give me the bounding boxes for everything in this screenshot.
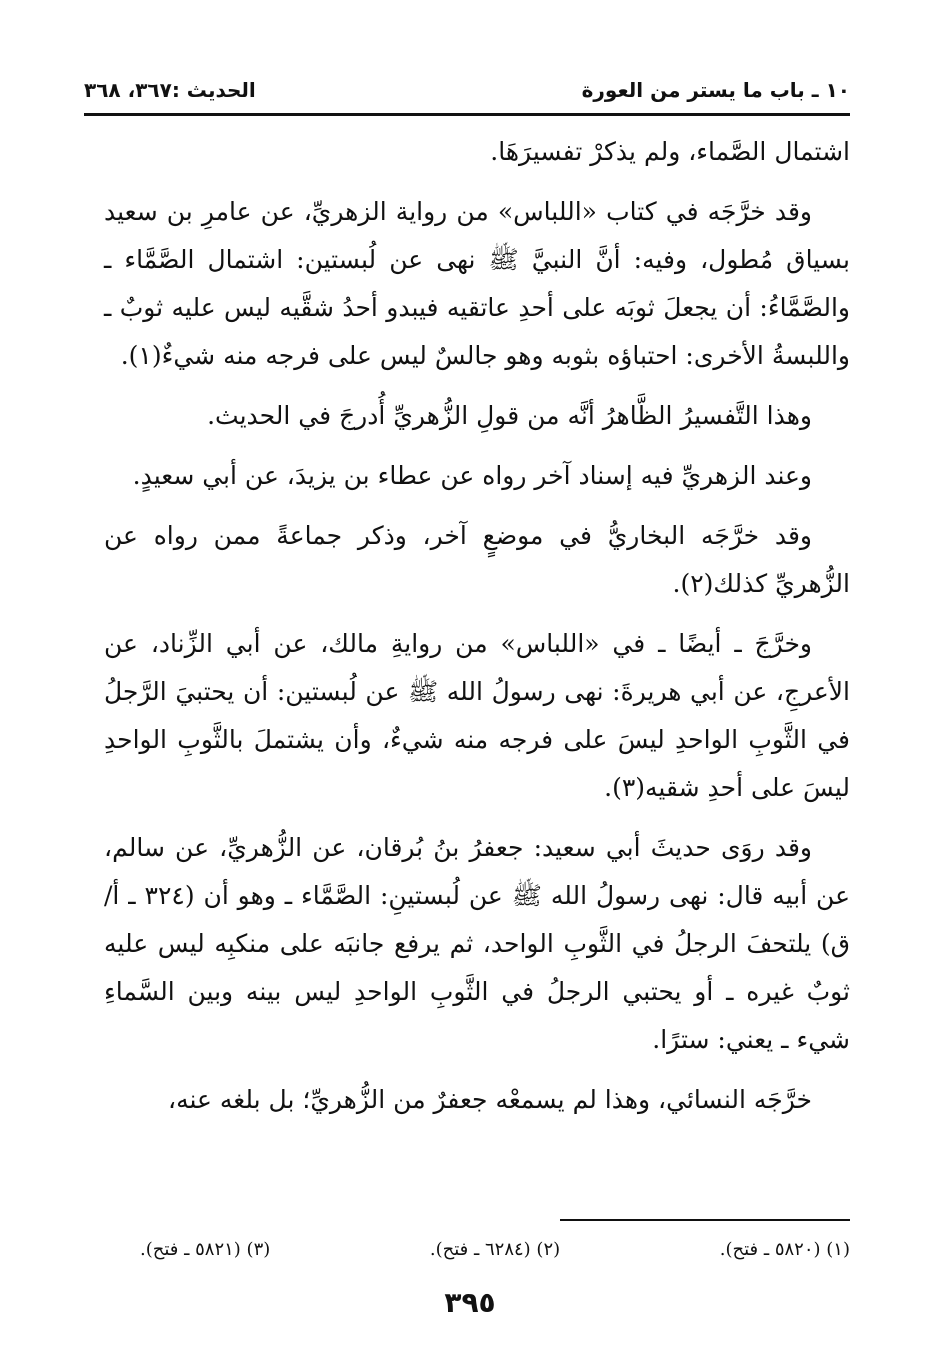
paragraph: خرَّجَه النسائي، وهذا لم يسمعْه جعفرٌ من الزُّهريِّ؛ بل بلغه عنه،	[168, 1085, 812, 1114]
footnote: (٢) (٦٢٨٤ ـ فتح).	[429, 1238, 561, 1260]
paragraph: اشتمال الصَّماء، ولم يذكرْ تفسيرَهَا.	[490, 137, 850, 166]
header-rule	[84, 113, 850, 116]
footnote-rule	[560, 1219, 850, 1221]
paragraph: وقد خرَّجَه البخاريُّ في موضعٍ آخر، وذكر جماعةً ممن رواه عن الزُّهريِّ كذلك(٢).	[104, 521, 850, 598]
paragraph: وعند الزهريِّ فيه إسناد آخر رواه عن عطاء بن يزيدَ، عن أبي سعيدٍ.	[132, 461, 812, 490]
paragraph: وقد روَى حديثَ أبي سعيد: جعفرُ بنُ بُرقان، عن الزُّهريِّ، عن سالم، عن أبيه قال: نهى رسولُ الله ﷺ عن لُبستينِ: الصَّمَّاء ـ وهو أن (٣٢٤ ـ أ/ ق) يلتحفَ الرجلُ في الثَّوبِ الواحد، ثم يرفع جانبَه على منكبِه ليس عليه ثوبٌ غيره ـ أو يحتبي الرجلُ في الثَّوبِ الواحدِ ليس بينه وبين السَّماءِ شيء ـ يعني: سترًا.	[104, 833, 850, 1054]
page-number: ٣٩٥	[444, 1286, 496, 1319]
paragraph: وخرَّجَ ـ أيضًا ـ في «اللباس» من روايةِ مالك، عن أبي الزِّناد، عن الأعرجِ، عن أبي هريرةَ: نهى رسولُ الله ﷺ عن لُبستين: أن يحتبيَ الرَّجلُ في الثَّوبِ الواحدِ ليسَ على فرجه منه شيءٌ، وأن يشتملَ بالثَّوبِ الواحدِ ليسَ على أحدِ شقيه(٣).	[104, 629, 850, 802]
footnotes	[140, 1232, 850, 1266]
paragraph: وهذا التَّفسيرُ الظَّاهرُ أنَّه من قولِ الزُّهريِّ أُدرجَ في الحديث.	[207, 401, 812, 430]
main-text	[104, 128, 850, 1136]
footnote: (١) (٥٨٢٠ ـ فتح).	[719, 1238, 850, 1260]
footnote: (٣) (٥٨٢١ ـ فتح).	[140, 1238, 271, 1260]
running-header	[84, 70, 850, 110]
hadith-range: الحديث :٣٦٧، ٣٦٨	[84, 78, 256, 102]
paragraph: وقد خرَّجَه في كتاب «اللباس» من رواية الزهريِّ، عن عامرِ بن سعيد بسياق مُطول، وفيه: أنَّ النبيَّ ﷺ نهى عن لُبستين: اشتمال الصَّمَّاء ـ والصَّمَّاءُ: أن يجعلَ ثوبَه على أحدِ عاتقيه فيبدو أحدُ شقَّيه ليس عليه ثوبٌ ـ واللبسةُ الأخرى: احتباؤه بثوبه وهو جالسٌ ليس على فرجه منه شيءٌ(١).	[104, 197, 850, 370]
chapter-title: ١٠ ـ باب ما يستر من العورة	[581, 78, 850, 102]
